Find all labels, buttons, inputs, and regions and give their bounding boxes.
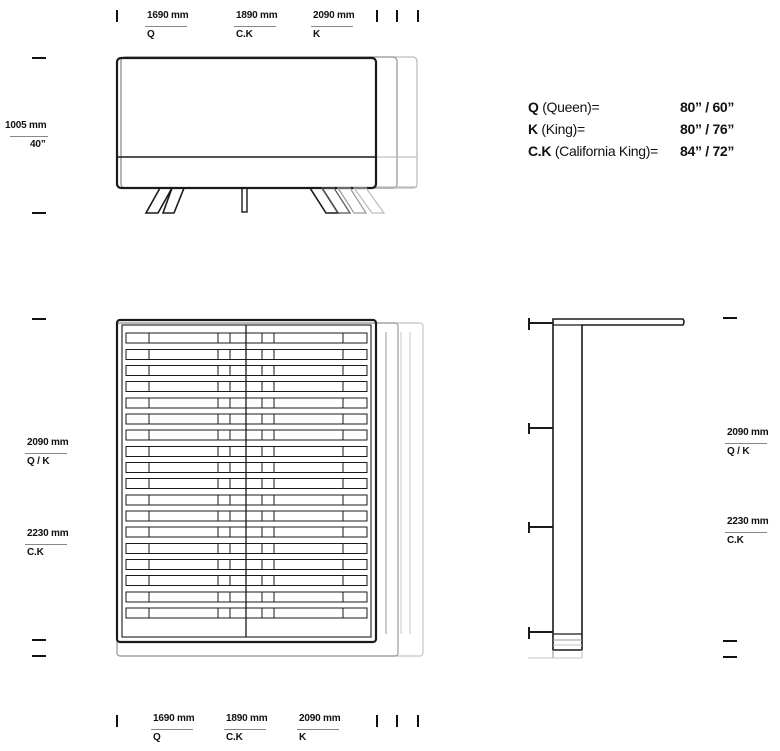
dim-size: Q / K bbox=[727, 446, 750, 457]
dim-tick bbox=[396, 715, 398, 727]
dim-size: K bbox=[299, 732, 307, 743]
dim-inch: 40” bbox=[30, 139, 46, 150]
dim-tick bbox=[32, 212, 46, 214]
headboard bbox=[117, 58, 376, 188]
legend-code: C.K bbox=[528, 143, 552, 159]
dim-value: 2090 mm bbox=[727, 427, 769, 438]
dim-value: 2090 mm bbox=[313, 10, 355, 21]
dim-tick bbox=[32, 57, 46, 59]
side-headboard bbox=[553, 319, 684, 650]
leg-center bbox=[242, 188, 247, 212]
dim-tick bbox=[376, 10, 378, 22]
dim-value: 1690 mm bbox=[153, 713, 195, 724]
dim-value: 2230 mm bbox=[727, 516, 769, 527]
front-elevation bbox=[117, 57, 417, 213]
side-elevation bbox=[528, 318, 684, 658]
legend-row-queen bbox=[528, 99, 599, 115]
dim-tick bbox=[396, 10, 398, 22]
legend-code: K bbox=[528, 121, 538, 137]
ghost-frame-ck bbox=[117, 323, 398, 656]
dim-value: 1890 mm bbox=[226, 713, 268, 724]
dim-tick bbox=[417, 10, 419, 22]
legend-name: (Queen)= bbox=[542, 99, 600, 115]
plan-view bbox=[117, 320, 423, 656]
dim-value: 1690 mm bbox=[147, 10, 189, 21]
legend-name: (King)= bbox=[541, 121, 585, 137]
dim-tick bbox=[376, 715, 378, 727]
legend-row-california-king bbox=[528, 143, 658, 159]
legend-size: 80” / 76” bbox=[680, 121, 735, 137]
dim-size: Q bbox=[153, 732, 161, 743]
dim-size: K bbox=[313, 29, 321, 40]
legend-row-king bbox=[528, 121, 585, 137]
dim-tick bbox=[32, 655, 46, 657]
legend-size: 84” / 72” bbox=[680, 143, 735, 159]
dim-tick bbox=[723, 317, 737, 319]
dim-value: 2230 mm bbox=[27, 528, 69, 539]
dim-size: C.K bbox=[226, 732, 243, 743]
dim-value: 1005 mm bbox=[5, 120, 47, 131]
legend-name: (California King)= bbox=[554, 143, 658, 159]
leg-left-2 bbox=[163, 188, 184, 213]
dim-tick bbox=[32, 318, 46, 320]
dim-tick bbox=[723, 640, 737, 642]
dim-tick bbox=[417, 715, 419, 727]
dim-size: C.K bbox=[727, 535, 744, 546]
ghost-headboard-ck bbox=[121, 57, 397, 188]
dim-value: 2090 mm bbox=[299, 713, 341, 724]
dim-tick bbox=[32, 639, 46, 641]
dim-size: Q bbox=[147, 29, 155, 40]
dim-size: C.K bbox=[236, 29, 253, 40]
legend-size: 80” / 60” bbox=[680, 99, 735, 115]
dim-value: 1890 mm bbox=[236, 10, 278, 21]
dim-value: 2090 mm bbox=[27, 437, 69, 448]
legend-code: Q bbox=[528, 99, 539, 115]
ghost-headboard-k bbox=[121, 57, 417, 188]
dim-tick bbox=[116, 10, 118, 22]
side-legs bbox=[528, 318, 553, 639]
dim-size: Q / K bbox=[27, 456, 50, 467]
dim-tick bbox=[116, 715, 118, 727]
dim-size: C.K bbox=[27, 547, 44, 558]
dim-tick bbox=[723, 656, 737, 658]
